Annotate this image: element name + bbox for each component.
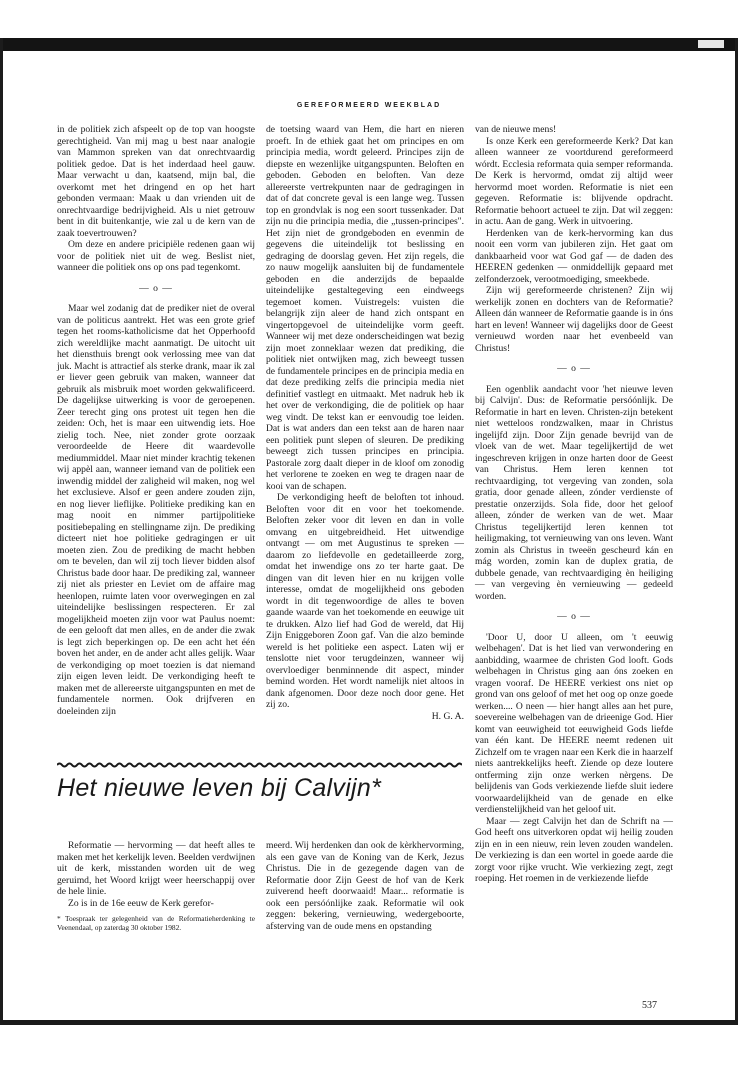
paragraph: Herdenken van de kerk-hervorming kan dus nooit een vorm van jubileren zijn. Het gaat om dankbaarheid voor wat God gaf — de daden des HEEREN gedenken — onmiddellijk gepaard met zelfonderzoek, verootmoediging, smeekbede. bbox=[475, 227, 673, 285]
paragraph: meerd. Wij herdenken dan ook de kèrkhervorming, als een gave van de Koning van de Kerk, Jezus Christus. Die in de gezegende dagen van de Reformatie door Zijn Geest de hof van de Kerk zuiverend heeft doorwaaid! Maar... reformatie is ook een persóónlijke zaak. Reformatie wil ook zeggen: bekering, vernieuwing, wedergeboorte, afsterving van de oude mens en opstanding bbox=[266, 840, 464, 932]
paragraph: Een ogenblik aandacht voor 'het nieuwe leven bij Calvijn'. Dus: de Reformatie persóónlijk. De Reformatie in hart en leven. Christen-zijn betekent niet wetteloos rondzwalken, maar in Christus ingelijfd zijn. Door Zijn genade bevrijd van de vloek van de wet. Maar tegelijkertijd de wet ingeschreven krijgen in onze harten door de Geest van Christus. Hem leren kennen tot rechtvaardiging, tot vergeving van zonden, sola gratia, door genade alleen, zónder verdienste of prestatie onzerzijds. Sola fide, door het geloof alleen, zónder de werken van de wet. Maar Christus tegelijkertijd leren kennen tot heiligmaking, tot vernieuwing van ons leven. Want zomin als Christus in tweeën gescheurd kán en mág worden, zomin kan de duplex gratia, de dubbele genade, van rechtvaardiging èn heiliging — van vergeving èn vernieuwing — gedeeld worden. bbox=[475, 383, 673, 602]
column-3 bbox=[475, 124, 673, 885]
section-separator: — o — bbox=[139, 282, 173, 294]
paragraph: Is onze Kerk een gereformeerde Kerk? Dat kan alleen wanneer ze voortdurend gereformeerd wórdt. Ecclesia reformata quia semper reformanda. De Kerk is hervormd, omdat zij altijd weer hervormd moet worden. Reformatie is niet een gegeven. Reformatie is: blijvende opdracht. Reformatie behoort actueel te zijn. Dat wil zeggen: in actu. Aan de gang. Werk in uitvoering. bbox=[475, 135, 673, 227]
paragraph: van de nieuwe mens! bbox=[475, 124, 557, 135]
column-2 bbox=[266, 124, 464, 722]
wavy-rule-divider bbox=[57, 762, 462, 768]
section-separator: — o — bbox=[557, 611, 591, 622]
paragraph: Zo is in de 16e eeuw de Kerk gerefor- bbox=[68, 897, 214, 909]
author-signature: H. G. A. bbox=[431, 710, 464, 722]
page-scan-notch bbox=[698, 40, 724, 48]
page-number: 537 bbox=[642, 1000, 657, 1011]
paragraph: 'Door U, door U alleen, om 't eeuwig welbehagen'. Dat is het lied van verwondering en aanbidding, waarmee de christen God looft. Gods welbehagen in Christus ging aan óns zoeken en vragen vooraf. De HEERE verkiest ons niet op grond van ons geloof of met het oog op onze goede werken.... O neen — hier hangt alles aan het pure, soevereine welbehagen van de drieenige God. Hier komt van eeuwigheid tot eeuwigheid Gods liefde van één kant. De HEERE neemt redenen uit Zichzelf om te vragen naar een Kerk die in haarzelf niets aantrekkelijks heeft. Ziende op deze loutere ontferming zijn onze werken nèrgens. De belijdenis van Gods verkiezende liefde sluit iedere voorwaardelijkheid van de genade en elke verdienstelijkheid van het geloof uit. bbox=[475, 631, 673, 815]
paragraph: Maar wel zodanig dat de prediker niet de overal van de politicus aantrekt. Het was een grote grief tegen het rooms-katholicisme dat het Opperhoofd zich wereldlijke macht aanmatigt. De uitocht uit het diensthuis brengt ook verlossing mee van dat juk. Macht is attractief als sterke drank, maar ik zal er liever geen gebruik van maken, wanneer dat gebruik als misbruik moet worden gekwalificeerd. De dagelijkse uitwerking is voor de geroepenen. Zeer terecht ging ons protest uit tegen hen die zeiden: Och, het is maar een uitwendig iets. Hoe zielig toch. Nee, niet zonder grote oorzaak veroordeelde de Heere dit waardevolle mediummiddel. Maar niet minder krachtig tekenen wij appèl aan, wanneer iemand van de politiek een inwendig middel der zaligheid wil maken, nog wel het exclusieve. Alsof er geen andere zouden zijn, en nog liever lieflijke. Politieke prediking kan en mag nooit en nimmer partijpolitieke positiebepaling en stellingname zijn. De prediking dicteert niet hoe politieke gedragingen er uit moeten zien. Zou de prediking de macht hebben om te bevelen, dan wil zij toch liever bidden alsof Christus bade door haar. De prediking zal, wanneer zij niet als priester en Leviet om de affaire mag heenlopen, ruimte laten voor overwegingen en zal uiteindelijke beslissingen respecteren. Er zal mogelijkheid moeten zijn voor wat Paulus noemt: de een gelooft dat men alles, en de ander die zwak is legt zich beperkingen op. De een acht het één boven het ander, en de ander acht alles gelijk. Waar de verkondiging op moet toezien is dat niemand zijn eigen leven leidt. De verkondiging heeft te maken met de allereerste uitgangspunten en met de fundamentele normen. Ook drijfveren en doeleinden zijn bbox=[57, 303, 255, 717]
running-header: GEREFORMEERD WEEKBLAD bbox=[296, 102, 442, 109]
column-1 bbox=[57, 124, 255, 717]
page-scan-bottom-border bbox=[0, 1020, 738, 1025]
article-column-1 bbox=[57, 840, 255, 932]
paragraph: Reformatie — hervorming — dat heeft alles te maken met het kerkelijk leven. Beelden verdwijnen uit de kerk, misstanden worden uit de weg geruimd, het Woord krijgt weer heerschappij over de hele linie. bbox=[57, 840, 255, 897]
page-scan-left-border bbox=[0, 38, 3, 1023]
article-title: Het nieuwe leven bij Calvijn* bbox=[57, 774, 382, 802]
paragraph: in de politiek zich afspeelt op de top van hoogste gerechtigheid. Van mij mag u best naar analogie van Mammon spreken van dat onrechtvaardig politiek gedoe. Dat is het inderdaad heel gauw. Maar verwacht u dan, kaatsend, mijn bal, die overkomt met het dringend en op het hart gebonden vermaan: Maak u dan vrienden uit de onrechtvaardige bedrijvigheid. Als u niet getrouw bent in dit buitenkantje, wie zal u de kern van de zaak toevertrouwen? bbox=[57, 124, 255, 239]
paragraph: Zijn wij gereformeerde christenen? Zijn wij werkelijk zonen en dochters van de Reformatie? Alleen dán wanneer de Reformatie gaande is in óns hart en leven! Wanneer wij dagelijks door de Geest vernieuwd worden naar het evenbeeld van Christus! bbox=[475, 285, 673, 354]
article-column-2 bbox=[266, 840, 464, 932]
paragraph: De verkondiging heeft de beloften tot inhoud. Beloften voor dit en voor het toekomende. Beloften zeker voor dit leven en dan in volle omvang en uitgebreidheid. Het uitwendige ontvangt — om met Augustinus te spreken — daarom zo liefdevolle en gedetailleerde zorg, omdat het inwendige ons zo ter harte gaat. De dingen van dit leven hier en nu krijgen volle interesse, omdat de mogelijkheid ons geboden wordt in dit tegenwoordige de alles te boven gaande waarde van het toekomende en eeuwige uit te drukken. Alzo lief had God de wereld, dat Hij Zijn Eniggeboren Zoon gaf. Van die alzo beminde wereld is het politieke een aspect. Laten wij er tenslotte niet voor terugdeinzen, wanneer wij overvloediger benminnende dit aspect, minder bemind worden. Het wordt namelijk niet altoos in dank afgenomen. Door deze noch door gene. Het zij zo. bbox=[266, 492, 464, 710]
paragraph: Maar — zegt Calvijn het dan de Schrift na — God heeft ons uitverkoren opdat wij heilig zouden zijn en in een nieuw, rein leven zouden wandelen. De verkiezing is dan een wortel in goede aarde die zorgt voor rijke vrucht. Wie verkiezing zegt, zegt roeping. Het roemen in de verkiezende liefde bbox=[475, 815, 673, 884]
paragraph: de toetsing waard van Hem, die hart en nieren proeft. In de ethiek gaat het om principes en om principia media, wordt geleerd. Principes zijn de diepste en wezenlijke uitgangspunten. Beloften en geboden. Geboden en beloften. Van deze allereerste vertrekpunten naar de gedragingen in dat of dat concrete geval is een lange weg. Tussen top en grondvlak is nog een soort tussenkader. Dat zijn nu die principia media, die „tussen-principes". Het zijn niet de grondgeboden en evenmin de gegevens die uiteindelijk tot beslissing en gedraging de doorslag geven. Het zijn regels, die zo nauw mogelijk aansluiten bij de fundamentele geboden en die anderzijds de bepaalde uiteindelijke gestaltegeving een eindweegs tegemoet komen. Vuistregels: vuisten die belangrijk zijn aleer de hand zich ontspant en vingertopgevoel de uiteindelijke vorm geeft. Wanneer wij met deze onderscheidingen wat bezig zijn moet zonneklaar wezen dat prediking, die politiek niet ontwijken mag, zich beweegt tussen de fundamentele principes en de principia media en dat deze prediking zelfs die principia media niet definitief vastlegt en uitmaakt. Met nadruk heb ik het over de verkondiging, die de politiek op haar weg vindt. De tekst kan er eenvoudig toe leiden. Dat is wat anders dan een tekst aan de haren naar een politiek punt slepen of sleuren. De prediking beweegt zich tussen principes en principia. Pastorale zorg daalt dieper in de kloof om zonodig het verlorene te zoeken en weg te dragen naar de kooi van de schapen. bbox=[266, 124, 464, 492]
section-separator: — o — bbox=[557, 363, 591, 374]
paragraph: Om deze en andere pricipiële redenen gaan wij voor de politiek niet uit de weg. Beslist niet, wanneer die politiek ons op ons pad tegenkomt. bbox=[57, 239, 255, 273]
page-scan-top-border bbox=[0, 38, 738, 51]
footnote: * Toespraak ter gelegenheid van de Reformatieherdenking te Veenendaal, op zaterdag 30 oktober 1982. bbox=[57, 914, 255, 932]
